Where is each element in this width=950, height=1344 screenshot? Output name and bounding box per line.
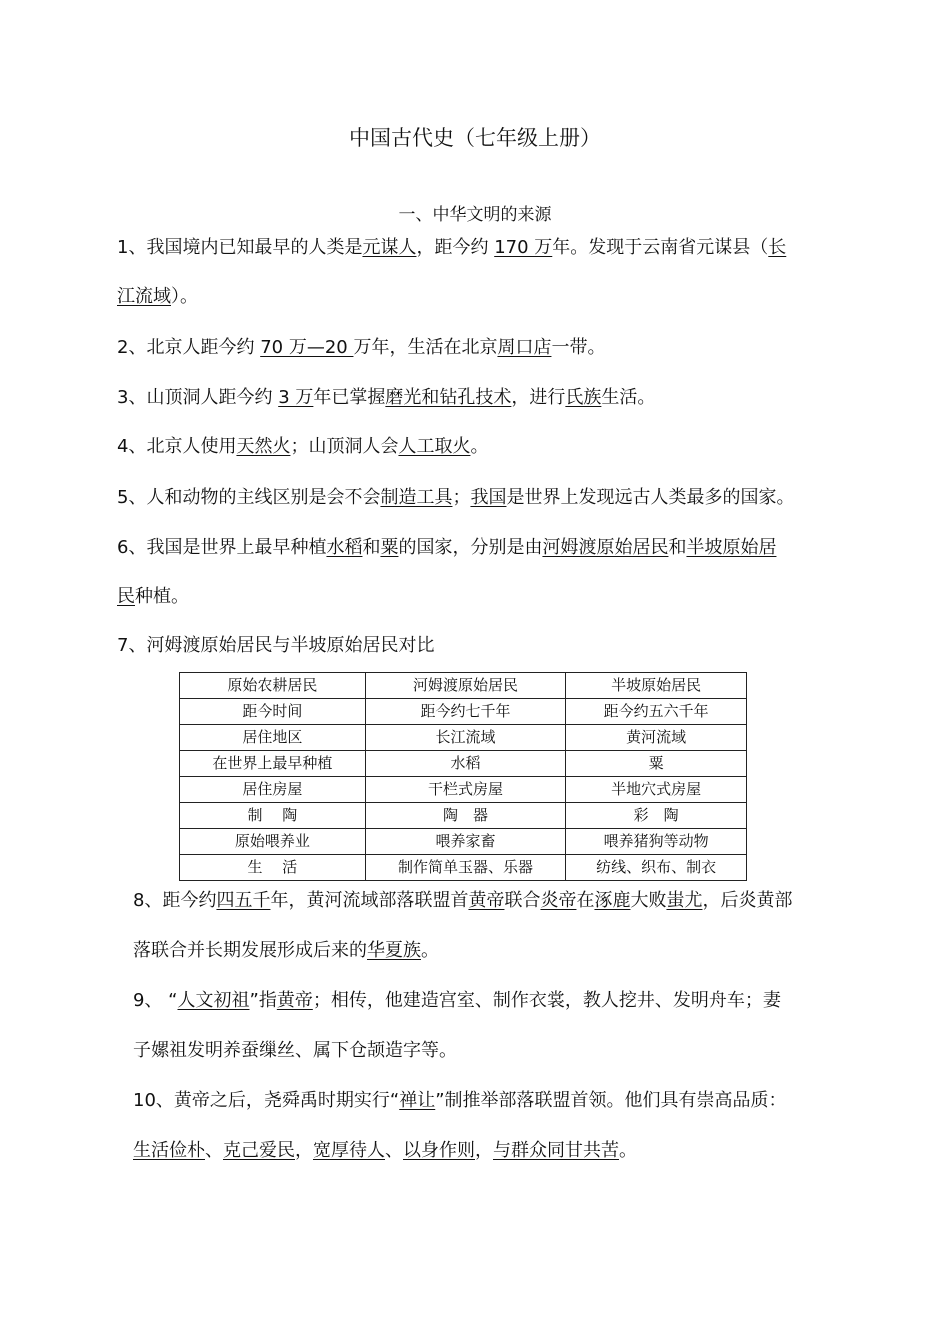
answer-text: 涿鹿 — [594, 890, 631, 911]
text-segment: 1、我国境内已知最早的人类是 — [117, 237, 363, 258]
answer-text: 70 万—20 — [260, 337, 354, 358]
text-segment: ， — [295, 1140, 313, 1161]
section-heading: 一、中华文明的来源 — [398, 205, 552, 225]
text-segment: 落联合并长期发展形成后来的 — [133, 940, 367, 961]
table-cell: 居住地区 — [180, 725, 366, 751]
text-segment: 万年，生活在北京 — [353, 337, 498, 358]
item-2-line-1 — [117, 336, 605, 360]
table-cell: 干栏式房屋 — [365, 777, 566, 803]
text-segment: 、 — [385, 1140, 403, 1161]
table-row — [180, 699, 747, 725]
table-cell: 半地穴式房屋 — [566, 777, 747, 803]
text-segment: 4、北京人使用 — [117, 436, 237, 457]
answer-text: 元谋人 — [362, 237, 417, 258]
answer-text: 我国 — [470, 487, 507, 508]
answer-text: 江流域 — [117, 286, 171, 307]
text-segment: 年已掌握 — [313, 387, 386, 408]
answer-text: 天然火 — [236, 436, 291, 457]
answer-text: 禅让 — [399, 1090, 436, 1111]
answer-text: 制造工具 — [380, 487, 453, 508]
answer-text: 宽厚待人 — [313, 1140, 385, 1161]
table-cell: 距今约七千年 — [365, 699, 566, 725]
table-row — [180, 673, 747, 699]
table-cell: 纺线、织布、制衣 — [566, 855, 747, 881]
table-cell: 粟 — [566, 751, 747, 777]
table-cell: 生 活 — [180, 855, 366, 881]
document-title: 中国古代史（七年级上册） — [349, 126, 601, 150]
text-segment: 8、距今约 — [133, 890, 217, 911]
text-segment: 年，黄河流域部落联盟首 — [270, 890, 469, 911]
item-6-line-2 — [117, 585, 189, 609]
table-cell: 原始喂养业 — [180, 829, 366, 855]
item-10-line-1 — [133, 1089, 787, 1113]
table-cell: 半坡原始居民 — [566, 673, 747, 699]
answer-text: 黄帝 — [276, 990, 313, 1011]
answer-text: 周口店 — [497, 337, 552, 358]
item-6-line-1 — [117, 536, 776, 560]
text-segment: ；山顶洞人会 — [290, 436, 399, 457]
text-segment: ”制推举部落联盟首领。他们具有崇高品质： — [435, 1090, 787, 1111]
text-segment: 大败 — [630, 890, 667, 911]
answer-text: 克己爱民 — [223, 1140, 295, 1161]
text-segment: 生活。 — [601, 387, 656, 408]
answer-text: 水稻 — [326, 537, 363, 558]
text-segment: ）。 — [171, 286, 198, 307]
answer-text: 四五千 — [216, 890, 271, 911]
text-segment: 和 — [362, 537, 381, 558]
text-segment: 年。发现于云南省元谋县（ — [552, 237, 769, 258]
item-1-line-1 — [117, 236, 786, 260]
item-8-line-2 — [133, 939, 439, 963]
text-segment: ，距今约 — [416, 237, 495, 258]
table-cell: 制 陶 — [180, 803, 366, 829]
text-segment: ，后炎黄部 — [702, 890, 793, 911]
table-row — [180, 855, 747, 881]
table-cell: 黄河流域 — [566, 725, 747, 751]
answer-text: 蚩尤 — [666, 890, 703, 911]
answer-text: 黄帝 — [468, 890, 505, 911]
answer-text: 3 万 — [278, 387, 314, 408]
table-cell: 河姆渡原始居民 — [365, 673, 566, 699]
table-cell: 在世界上最早种植 — [180, 751, 366, 777]
answer-text: 与群众同甘共苦 — [493, 1140, 619, 1161]
text-segment: 、 — [205, 1140, 223, 1161]
answer-text: 人文初祖 — [177, 990, 250, 1011]
text-segment: 种植。 — [135, 586, 189, 607]
text-segment: 9、 “ — [133, 990, 178, 1011]
table-row — [180, 803, 747, 829]
answer-text: 人工取火 — [398, 436, 471, 457]
item-5-line-1 — [117, 486, 794, 510]
table-cell: 长江流域 — [365, 725, 566, 751]
table-row — [180, 777, 747, 803]
table-cell: 陶 器 — [365, 803, 566, 829]
table-cell: 距今约五六千年 — [566, 699, 747, 725]
item-9-line-2 — [133, 1039, 457, 1063]
table-cell: 原始农耕居民 — [180, 673, 366, 699]
table-cell: 距今时间 — [180, 699, 366, 725]
answer-text: 民 — [117, 586, 135, 607]
answer-text: 生活俭朴 — [133, 1140, 205, 1161]
answer-text: 河姆渡原始居民 — [542, 537, 669, 558]
table-cell: 水稻 — [365, 751, 566, 777]
text-segment: 子嫘祖发明养蚕缫丝、属下仓颉造字等。 — [133, 1040, 457, 1061]
text-segment: 一带。 — [551, 337, 606, 358]
text-segment: ”指 — [249, 990, 277, 1011]
text-segment: 3、山顶洞人距今约 — [117, 387, 279, 408]
text-segment: ；相传，他建造宫室、制作衣裳，教人挖井、发明舟车；妻 — [312, 990, 781, 1011]
answer-text: 半坡原始居 — [686, 537, 777, 558]
text-segment: 2、北京人距今约 — [117, 337, 261, 358]
text-segment: 6、我国是世界上最早种植 — [117, 537, 327, 558]
comparison-table — [179, 672, 747, 881]
text-segment: ，进行 — [511, 387, 566, 408]
answer-text: 磨光和钻孔技术 — [385, 387, 512, 408]
text-segment: 。 — [421, 940, 439, 961]
table-row — [180, 751, 747, 777]
text-segment: 5、人和动物的主线区别是会不会 — [117, 487, 381, 508]
text-segment: 和 — [668, 537, 687, 558]
text-segment: 。 — [470, 436, 489, 457]
answer-text: 以身作则 — [403, 1140, 475, 1161]
table-cell: 制作简单玉器、乐器 — [365, 855, 566, 881]
table-row — [180, 829, 747, 855]
text-segment: 在 — [576, 890, 595, 911]
item-1-line-2 — [117, 285, 198, 309]
item-9-line-1 — [133, 989, 781, 1013]
text-segment: 的国家，分别是由 — [398, 537, 543, 558]
item-3-line-1 — [117, 386, 655, 410]
table-cell: 彩 陶 — [566, 803, 747, 829]
text-segment: ； — [452, 487, 471, 508]
item-7-line-1 — [117, 634, 434, 658]
text-segment: 联合 — [504, 890, 541, 911]
table-cell: 喂养猪狗等动物 — [566, 829, 747, 855]
text-segment: 是世界上发现远古人类最多的国家。 — [506, 487, 795, 508]
text-segment: 。 — [619, 1140, 637, 1161]
text-segment: ， — [475, 1140, 493, 1161]
item-4-line-1 — [117, 435, 488, 459]
answer-text: 粟 — [380, 537, 399, 558]
table-cell: 居住房屋 — [180, 777, 366, 803]
table-cell: 喂养家畜 — [365, 829, 566, 855]
answer-text: 炎帝 — [540, 890, 577, 911]
item-10-line-2 — [133, 1139, 637, 1163]
text-segment: 10、黄帝之后，尧舜禹时期实行“ — [133, 1090, 400, 1111]
table-row — [180, 725, 747, 751]
item-8-line-1 — [133, 889, 792, 913]
answer-text: 华夏族 — [367, 940, 421, 961]
answer-text: 氏族 — [565, 387, 602, 408]
text-segment: 7、河姆渡原始居民与半坡原始居民对比 — [117, 635, 435, 656]
answer-text: 170 万 — [494, 237, 553, 258]
answer-text: 长 — [768, 237, 787, 258]
